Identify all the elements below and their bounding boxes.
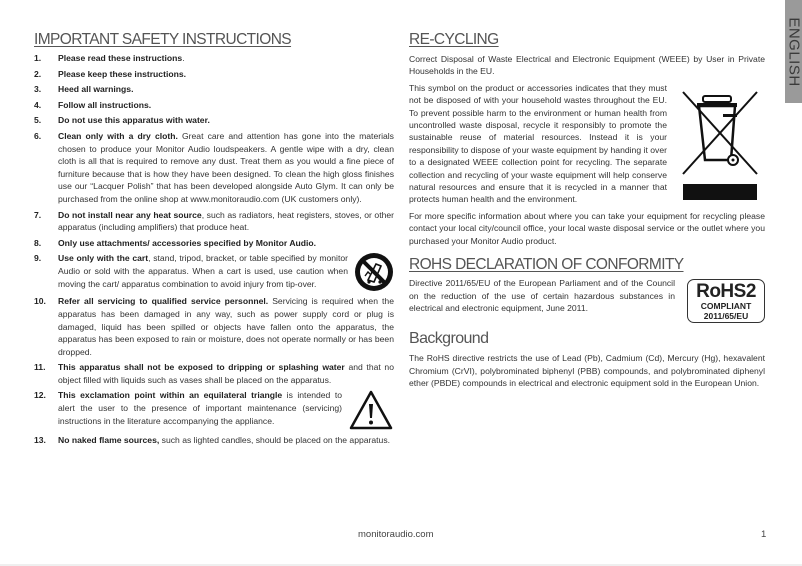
list-item (34, 52, 394, 65)
item-heading: Do not install near any heat source (58, 209, 202, 220)
rohs-title: ROHS DECLARATION OF CONFORMITY (409, 256, 684, 274)
item-text: Great care and attention has gone into the materials chosen to produce your Monitor Audio loudspeakers. A gentle wipe with a dry, clean cloth is all that is required to remove any dust. Treat them as you would a fine piece of furniture because that is how they have been designed. To clean the high gloss finishes use our “Lacquer Polish” that has been developed alongside Auto Glym. It can only be purchased from the online shop at www.monitoraudio.com (UK customers only). (58, 130, 394, 204)
background-body: The RoHS directive restricts the use of Lead (Pb), Cadmium (Cd), Mercury (Hg), hexavalent Chromium (CrVI), polybrominated biphenyl (PBB) compounds, and polybrominated diphenyl ether (PBDE) compounds in electrical and electronic equipment sold in the European Union. (409, 353, 765, 388)
item-heading: Clean only with a dry cloth. (58, 130, 178, 141)
item-heading: This exclamation point within an equilateral triangle (58, 390, 283, 401)
rohs-body: Directive 2011/65/EU of the European Parliament and of the Council on the reduction of the use of certain hazardous substances in electrical and electronic equipment, June 2011. (409, 278, 675, 313)
item-number: 2. (34, 68, 42, 79)
list-item (34, 252, 394, 292)
item-number: 7. (34, 209, 42, 220)
item-text: such as lighted candles, should be placed on the apparatus. (159, 435, 391, 446)
item-heading: Do not use this apparatus with water. (58, 115, 210, 126)
item-number: 12. (34, 390, 46, 401)
item-text: , stand, tripod, bracket, or table specified by monitor Audio or sold with the apparatus. When a cart is used, use caution when moving the cart/ apparatus combination to avoid injury from tip-over. (58, 253, 348, 289)
item-heading: Please keep these instructions. (58, 68, 187, 79)
item-text: , such as radiators, heat registers, stoves, or other apparatus (including amplifiers) that produce heat. (58, 209, 395, 233)
safety-list (34, 52, 394, 447)
item-number: 5. (34, 115, 42, 126)
item-heading: No naked flame sources, (58, 435, 160, 446)
recycling-body: This symbol on the product or accessories indicates that they must not be disposed of with your household wastes throughout the EU. To prevent possible harm to the environment or human health from uncontrolled waste disposal, recycle it responsibly to promote the sustainable reuse of material resources. Instead it is your responsibility to dispose of your waste equipment by handing it over to a designated WEEE collection point for recycling. The separate collection and recycling of your waste equipment will help conserve natural resources and ensure that it is recycled in a manner that protects human health and the environment. (409, 82, 667, 205)
footer-website: monitoraudio.com (358, 529, 434, 540)
item-number: 1. (34, 53, 42, 63)
item-heading: Only use attachments/ accessories specified by Monitor Audio. (58, 237, 317, 248)
list-item (34, 114, 394, 127)
item-heading: This apparatus shall not be exposed to dripping or splashing water (58, 362, 345, 373)
list-item (34, 68, 394, 81)
item-text: and that no object filled with liquids such as vases shall be placed on the apparatus. (58, 362, 394, 385)
item-text: Servicing is required when the apparatus has been damaged in any way, such as power supply cord or plug is damaged, liquid has been spilled or objects have fallen onto the apparatus, the apparatus has been exposed to rain or moisture, does not operate normally or has been dropped. (58, 296, 394, 357)
badge-title: RoHS2 (696, 281, 756, 303)
list-item (34, 389, 394, 431)
recycling-title: RE-CYCLING (409, 31, 499, 48)
language-tab-label: ENGLISH (785, 16, 802, 87)
item-heading: Please read these instructions (58, 53, 183, 63)
crossed-out-wheelie-bin-icon (675, 84, 765, 204)
item-heading: Heed all warnings. (58, 84, 134, 95)
list-item (34, 237, 394, 250)
list-item (34, 361, 394, 386)
exclamation-triangle-icon (348, 389, 394, 431)
recycling-intro: Correct Disposal of Waste Electrical and Electronic Equipment (WEEE) by User in Private Households in the EU. (409, 54, 765, 77)
rohs2-compliant-badge (687, 279, 765, 323)
item-number: 11. (34, 362, 46, 373)
item-number: 6. (34, 130, 42, 141)
safety-title: IMPORTANT SAFETY INSTRUCTIONS (34, 31, 292, 48)
item-number: 13. (34, 435, 46, 446)
item-number: 3. (34, 84, 42, 95)
item-heading: Use only with the cart (58, 253, 149, 264)
safety-section (34, 30, 394, 450)
list-item (34, 130, 394, 206)
badge-line-3: 2011/65/EU (703, 311, 749, 322)
page-number: 1 (761, 529, 767, 540)
list-item (34, 209, 394, 234)
list-item (34, 434, 394, 447)
item-heading: Follow all instructions. (58, 99, 152, 110)
item-text: is intended to alert the user to the presence of important maintenance (servicing) instructions in the literature accompanying the appliance. (58, 390, 342, 426)
language-tab (785, 0, 802, 103)
cart-tip-over-warning-icon (354, 252, 394, 292)
item-number: 9. (34, 253, 42, 264)
recycling-more-info: For more specific information about where you can take your equipment for recycling please contact your local city/council office, your local waste disposal service or the outlet where you purchased your Monitor Audio product. (409, 210, 765, 246)
list-item (34, 83, 394, 96)
right-column (409, 30, 765, 393)
item-number: 10. (34, 296, 46, 307)
item-text: . (182, 53, 185, 63)
list-item (34, 99, 394, 112)
background-title: Background (409, 330, 489, 348)
list-item (34, 295, 394, 358)
item-number: 8. (34, 237, 42, 248)
item-heading: Refer all servicing to qualified service personnel. (58, 296, 269, 307)
badge-line-2: COMPLIANT (700, 301, 752, 312)
item-number: 4. (34, 99, 42, 110)
